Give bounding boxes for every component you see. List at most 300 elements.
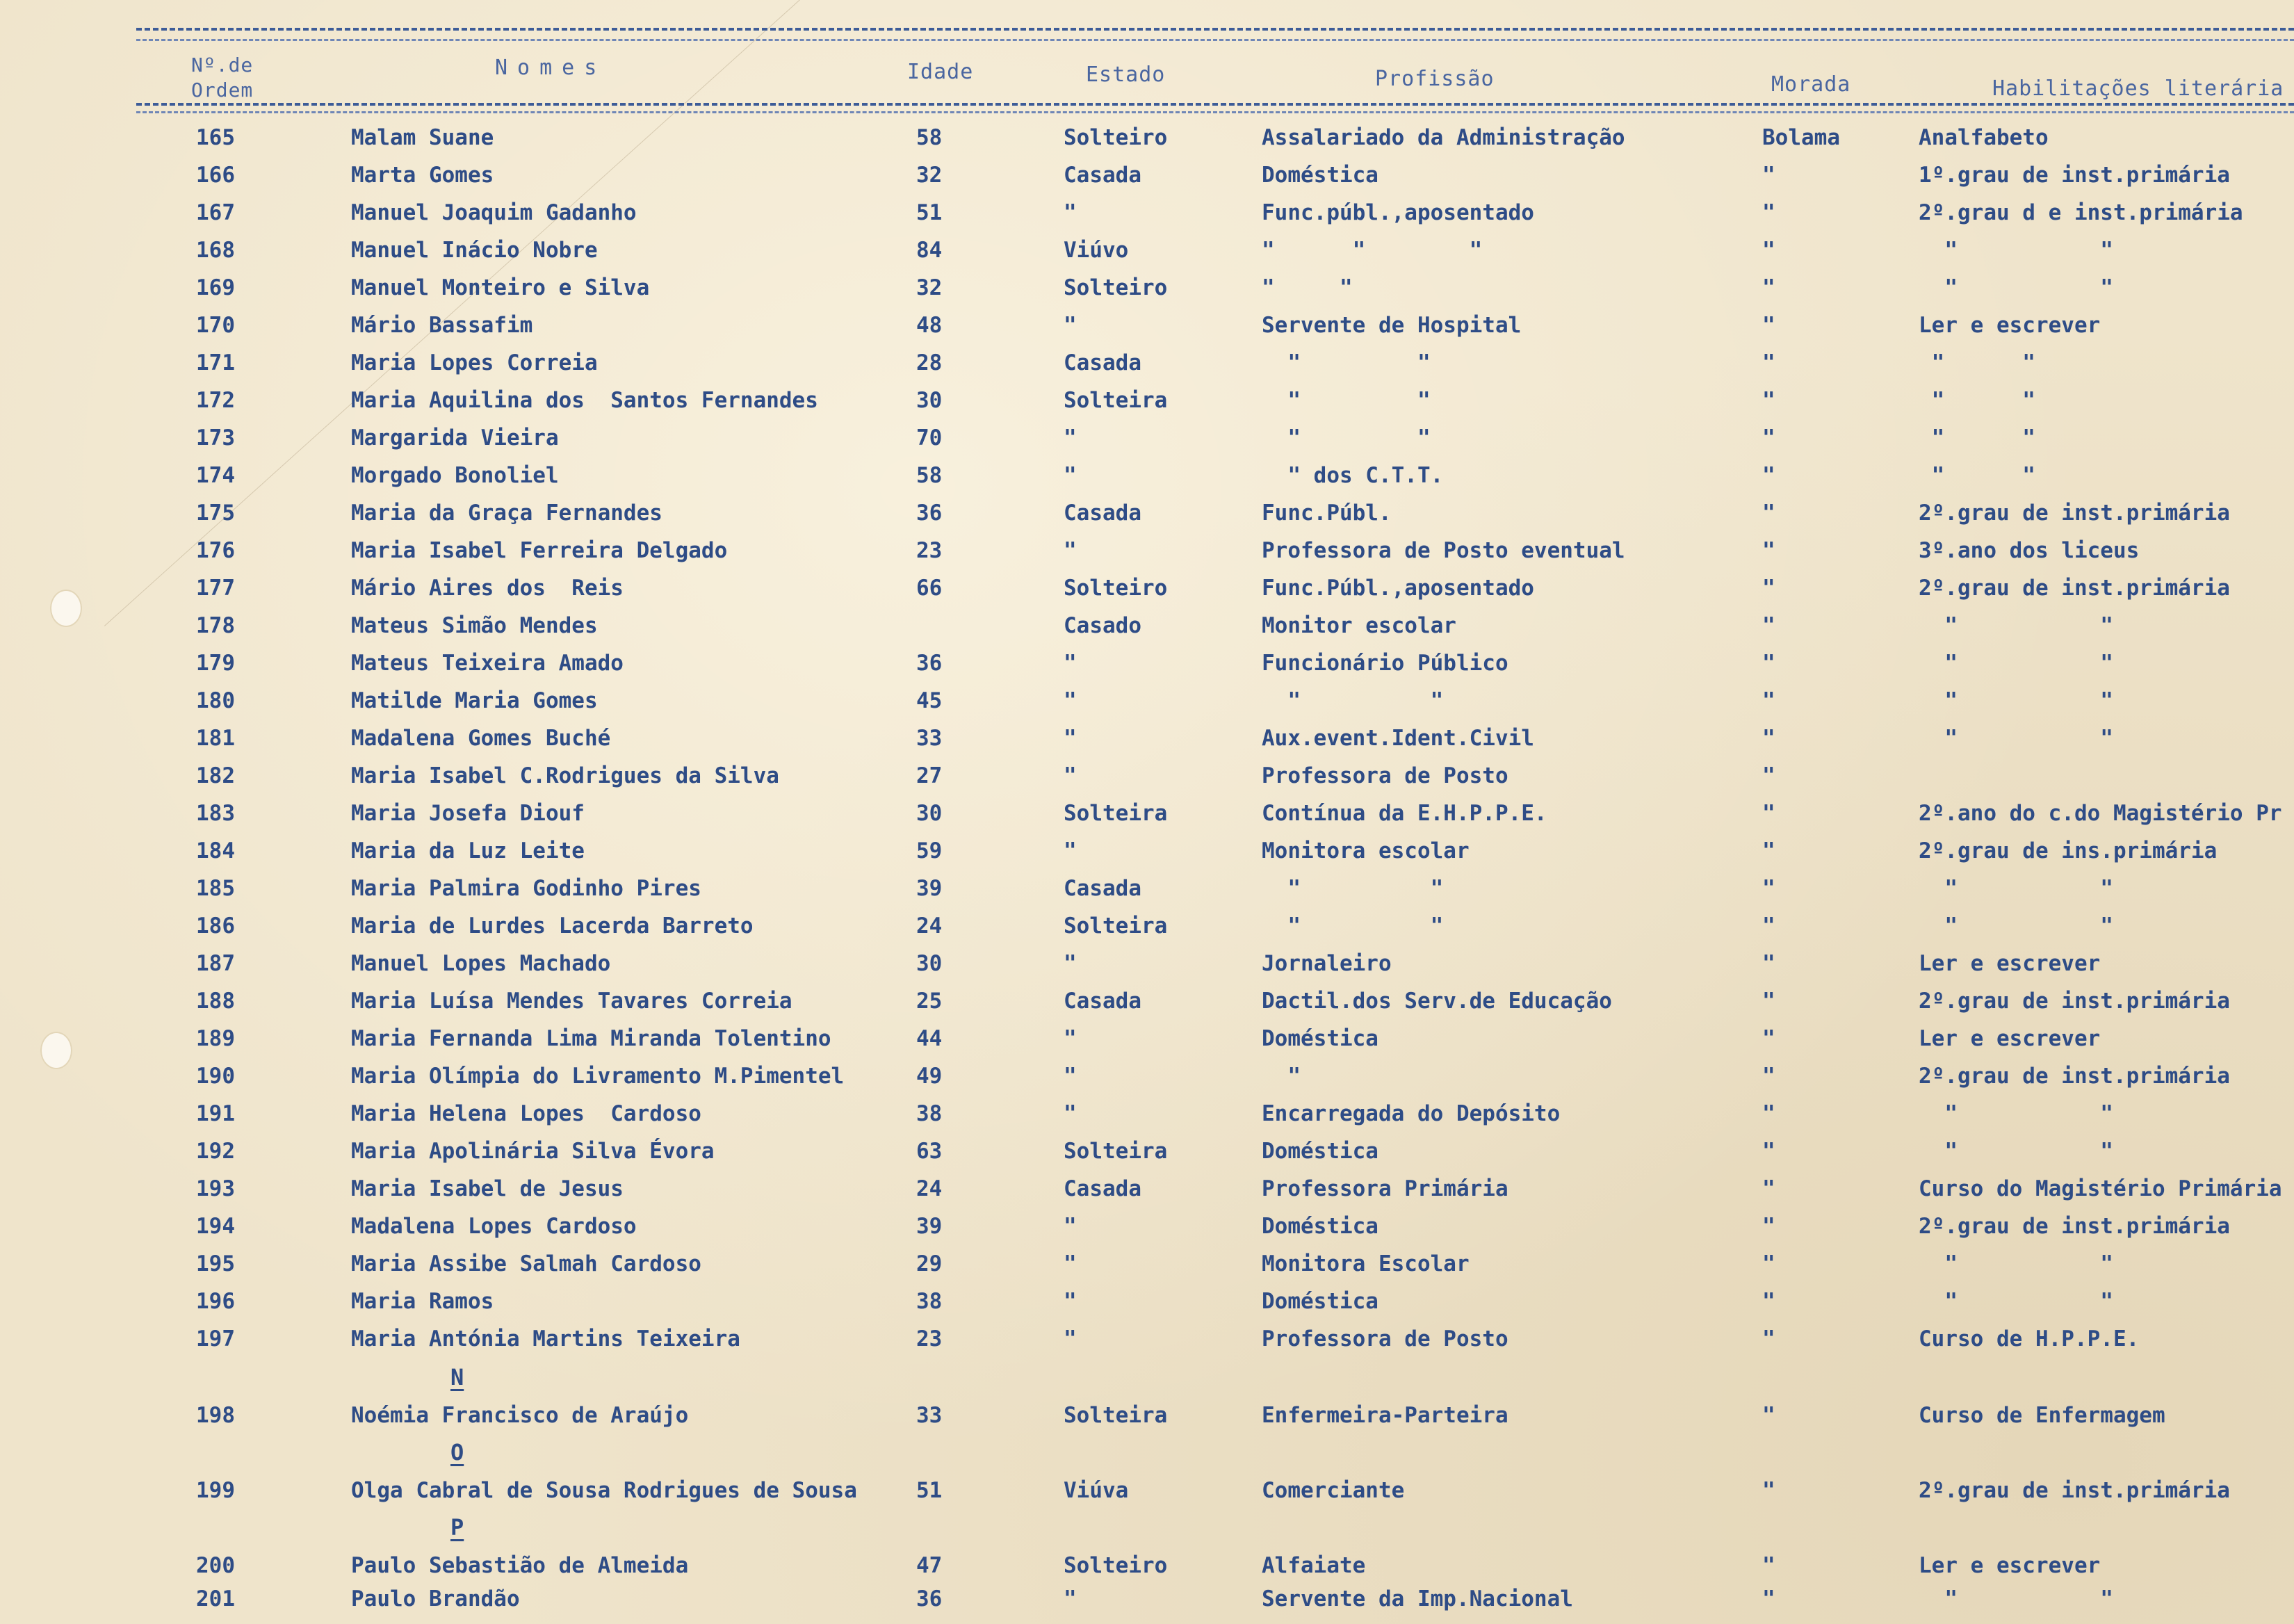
row-name: Manuel Joaquim Gadanho — [351, 200, 637, 225]
row-age: 23 — [916, 538, 943, 563]
row-residence: " — [1762, 388, 1775, 413]
row-qualifications: Ler e escrever — [1919, 1026, 2101, 1051]
row-residence: " — [1762, 1214, 1775, 1239]
table-row — [0, 1176, 2294, 1214]
table-row — [0, 463, 2294, 501]
row-qualifications: " " — [1919, 1586, 2113, 1611]
header-profession: Profissão — [1375, 67, 1495, 91]
row-residence: " — [1762, 1064, 1775, 1089]
row-profession: " " — [1262, 914, 1444, 939]
row-number: 195 — [196, 1251, 235, 1276]
top-rule-secondary — [136, 39, 2294, 41]
row-age: 36 — [916, 651, 943, 676]
row-civil-status: Solteira — [1064, 1139, 1168, 1164]
row-residence: " — [1762, 1326, 1775, 1351]
row-age: 36 — [916, 1586, 943, 1611]
row-profession: " " — [1262, 388, 1431, 413]
row-age: 45 — [916, 688, 943, 713]
row-qualifications: 2º.grau de inst.primária — [1919, 576, 2230, 601]
row-age: 24 — [916, 1176, 943, 1201]
row-residence: " — [1762, 200, 1775, 225]
top-rule — [136, 28, 2294, 31]
row-civil-status: Solteiro — [1064, 1553, 1168, 1578]
row-name: Madalena Gomes Buché — [351, 726, 611, 751]
row-number: 173 — [196, 425, 235, 450]
table-row — [0, 801, 2294, 838]
header-rule — [136, 103, 2294, 106]
table-row — [0, 238, 2294, 275]
row-civil-status: Casada — [1064, 876, 1141, 901]
table-row — [0, 1251, 2294, 1289]
row-residence: " — [1762, 914, 1775, 939]
row-name: Matilde Maria Gomes — [351, 688, 598, 713]
row-profession: Doméstica — [1262, 1214, 1378, 1239]
row-civil-status: Solteira — [1064, 914, 1168, 939]
row-name: Maria Ramos — [351, 1289, 494, 1314]
row-age: 39 — [916, 1214, 943, 1239]
row-profession: Funcionário Público — [1262, 651, 1508, 676]
row-residence: " — [1762, 651, 1775, 676]
row-profession: Professora de Posto — [1262, 1326, 1508, 1351]
row-name: Margarida Vieira — [351, 425, 559, 450]
row-residence: " — [1762, 1026, 1775, 1051]
row-number: 174 — [196, 463, 235, 488]
row-residence: " — [1762, 688, 1775, 713]
row-qualifications: " " — [1919, 726, 2113, 751]
row-name: Mateus Simão Mendes — [351, 613, 598, 638]
row-civil-status: " — [1064, 838, 1077, 863]
row-civil-status: " — [1064, 763, 1077, 788]
row-residence: " — [1762, 1251, 1775, 1276]
row-qualifications: Ler e escrever — [1919, 1553, 2101, 1578]
row-name: Mário Bassafim — [351, 313, 533, 338]
row-name: Maria da Luz Leite — [351, 838, 585, 863]
row-civil-status: Solteiro — [1064, 576, 1168, 601]
row-name: Maria de Lurdes Lacerda Barreto — [351, 914, 754, 939]
row-name: Manuel Monteiro e Silva — [351, 275, 650, 300]
row-number: 182 — [196, 763, 235, 788]
row-age: 29 — [916, 1251, 943, 1276]
row-civil-status: " — [1064, 1214, 1077, 1239]
table-row — [0, 1289, 2294, 1326]
table-row — [0, 1478, 2294, 1516]
section-letter-n: N — [450, 1364, 464, 1390]
row-number: 171 — [196, 350, 235, 375]
row-profession: Servente de Hospital — [1262, 313, 1522, 338]
row-residence: " — [1762, 1176, 1775, 1201]
row-name: Maria Lopes Correia — [351, 350, 598, 375]
table-row — [0, 613, 2294, 651]
row-name: Maria Antónia Martins Teixeira — [351, 1326, 740, 1351]
row-qualifications: Curso do Magistério Primária — [1919, 1176, 2282, 1201]
row-residence: " — [1762, 989, 1775, 1014]
row-qualifications: 2º.grau de inst.primária — [1919, 989, 2230, 1014]
table-row — [0, 275, 2294, 313]
row-qualifications: " " — [1919, 463, 2035, 488]
row-residence: " — [1762, 1553, 1775, 1578]
row-age: 63 — [916, 1139, 943, 1164]
row-profession: " " — [1262, 350, 1431, 375]
row-qualifications: 2º.grau de inst.primária — [1919, 501, 2230, 526]
row-number: 176 — [196, 538, 235, 563]
row-name: Mário Aires dos Reis — [351, 576, 624, 601]
row-number: 175 — [196, 501, 235, 526]
row-name: Marta Gomes — [351, 163, 494, 188]
row-profession: Func.Públ.,aposentado — [1262, 576, 1534, 601]
table-row — [0, 1101, 2294, 1139]
row-number: 166 — [196, 163, 235, 188]
row-age: 49 — [916, 1064, 943, 1089]
row-civil-status: Casada — [1064, 1176, 1141, 1201]
row-residence: " — [1762, 425, 1775, 450]
row-profession: Func.Públ. — [1262, 501, 1392, 526]
row-profession: Contínua da E.H.P.P.E. — [1262, 801, 1547, 826]
row-profession: Encarregada do Depósito — [1262, 1101, 1561, 1126]
row-age: 28 — [916, 350, 943, 375]
row-qualifications: " " — [1919, 876, 2113, 901]
row-name: Olga Cabral de Sousa Rodrigues de Sousa — [351, 1478, 857, 1503]
row-age: 36 — [916, 501, 943, 526]
table-row — [0, 313, 2294, 350]
row-profession: Servente da Imp.Nacional — [1262, 1586, 1573, 1611]
row-civil-status: " — [1064, 463, 1077, 488]
table-row — [0, 1214, 2294, 1251]
row-profession: Doméstica — [1262, 1289, 1378, 1314]
row-qualifications: " " — [1919, 914, 2113, 939]
table-row — [0, 914, 2294, 951]
row-civil-status: Casado — [1064, 613, 1141, 638]
row-profession: Enfermeira-Parteira — [1262, 1403, 1508, 1428]
row-number: 193 — [196, 1176, 235, 1201]
row-civil-status: " — [1064, 313, 1077, 338]
row-qualifications: " " — [1919, 1139, 2113, 1164]
row-civil-status: Casada — [1064, 163, 1141, 188]
row-name: Maria Helena Lopes Cardoso — [351, 1101, 701, 1126]
row-civil-status: Casada — [1064, 989, 1141, 1014]
row-civil-status: " — [1064, 951, 1077, 976]
row-age: 38 — [916, 1101, 943, 1126]
table-row — [0, 125, 2294, 163]
row-name: Maria Isabel Ferreira Delgado — [351, 538, 728, 563]
row-civil-status: " — [1064, 726, 1077, 751]
row-profession: Jornaleiro — [1262, 951, 1392, 976]
table-row — [0, 838, 2294, 876]
table-row — [0, 1553, 2294, 1591]
row-qualifications: " " — [1919, 275, 2113, 300]
row-civil-status: Casada — [1064, 501, 1141, 526]
header-order-line2: Ordem — [191, 79, 254, 102]
header-civil-status: Estado — [1086, 63, 1166, 87]
row-age: 39 — [916, 876, 943, 901]
header-age: Idade — [907, 60, 974, 84]
table-row — [0, 1026, 2294, 1064]
row-qualifications: Curso de H.P.P.E. — [1919, 1326, 2140, 1351]
row-qualifications: 1º.grau de inst.primária — [1919, 163, 2230, 188]
row-residence: " — [1762, 838, 1775, 863]
row-residence: " — [1762, 275, 1775, 300]
row-civil-status: " — [1064, 1289, 1077, 1314]
row-age: 38 — [916, 1289, 943, 1314]
row-name: Paulo Brandão — [351, 1586, 520, 1611]
row-qualifications: " " — [1919, 238, 2113, 263]
row-age: 66 — [916, 576, 943, 601]
row-residence: " — [1762, 876, 1775, 901]
row-age: 70 — [916, 425, 943, 450]
table-row — [0, 576, 2294, 613]
row-profession: Assalariado da Administração — [1262, 125, 1625, 150]
row-age: 24 — [916, 914, 943, 939]
row-residence: " — [1762, 1478, 1775, 1503]
table-row — [0, 688, 2294, 726]
table-row — [0, 876, 2294, 914]
row-age: 27 — [916, 763, 943, 788]
row-civil-status: " — [1064, 1326, 1077, 1351]
row-residence: " — [1762, 1101, 1775, 1126]
row-civil-status: Solteiro — [1064, 275, 1168, 300]
row-name: Maria Isabel de Jesus — [351, 1176, 624, 1201]
row-number: 192 — [196, 1139, 235, 1164]
row-civil-status: " — [1064, 1251, 1077, 1276]
row-profession: " " — [1262, 275, 1353, 300]
row-qualifications: Ler e escrever — [1919, 951, 2101, 976]
header-order — [191, 53, 253, 103]
row-number: 177 — [196, 576, 235, 601]
table-row — [0, 989, 2294, 1026]
row-number: 184 — [196, 838, 235, 863]
row-name: Maria Palmira Godinho Pires — [351, 876, 701, 901]
row-name: Manuel Lopes Machado — [351, 951, 611, 976]
row-residence: " — [1762, 163, 1775, 188]
row-number: 169 — [196, 275, 235, 300]
row-qualifications: 2º.grau de inst.primária — [1919, 1064, 2230, 1089]
row-name: Maria Fernanda Lima Miranda Tolentino — [351, 1026, 831, 1051]
row-qualifications: 2º.grau de inst.primária — [1919, 1214, 2230, 1239]
row-civil-status: Solteira — [1064, 1403, 1168, 1428]
section-letter-o: O — [450, 1439, 464, 1465]
row-age: 33 — [916, 726, 943, 751]
row-number: 188 — [196, 989, 235, 1014]
table-row — [0, 200, 2294, 238]
row-qualifications: " " — [1919, 613, 2113, 638]
row-age: 51 — [916, 1478, 943, 1503]
row-name: Maria Aquilina dos Santos Fernandes — [351, 388, 818, 413]
row-name: Paulo Sebastião de Almeida — [351, 1553, 689, 1578]
row-age: 51 — [916, 200, 943, 225]
row-qualifications: " " — [1919, 1251, 2113, 1276]
row-profession: " " — [1262, 425, 1431, 450]
row-name: Maria Isabel C.Rodrigues da Silva — [351, 763, 779, 788]
row-number: 186 — [196, 914, 235, 939]
row-name: Maria Josefa Diouf — [351, 801, 585, 826]
row-profession: Dactil.dos Serv.de Educação — [1262, 989, 1612, 1014]
row-number: 197 — [196, 1326, 235, 1351]
row-number: 194 — [196, 1214, 235, 1239]
row-age: 23 — [916, 1326, 943, 1351]
row-age: 47 — [916, 1553, 943, 1578]
row-residence: " — [1762, 613, 1775, 638]
row-civil-status: " — [1064, 688, 1077, 713]
row-age: 25 — [916, 989, 943, 1014]
row-residence: " — [1762, 1289, 1775, 1314]
row-profession: Professora de Posto eventual — [1262, 538, 1625, 563]
row-number: 191 — [196, 1101, 235, 1126]
row-number: 165 — [196, 125, 235, 150]
row-residence: " — [1762, 313, 1775, 338]
row-residence: " — [1762, 538, 1775, 563]
row-qualifications: " " — [1919, 388, 2035, 413]
row-residence: " — [1762, 576, 1775, 601]
row-profession: Professora Primária — [1262, 1176, 1508, 1201]
row-number: 187 — [196, 951, 235, 976]
row-number: 196 — [196, 1289, 235, 1314]
row-age: 30 — [916, 951, 943, 976]
row-residence: " — [1762, 501, 1775, 526]
row-number: 198 — [196, 1403, 235, 1428]
row-civil-status: Solteira — [1064, 801, 1168, 826]
header-names: Nomes — [495, 56, 607, 80]
row-civil-status: Solteiro — [1064, 125, 1168, 150]
row-number: 167 — [196, 200, 235, 225]
table-row — [0, 651, 2294, 688]
header-qualifications: Habilitações literária — [1992, 76, 2284, 101]
row-qualifications: Ler e escrever — [1919, 313, 2101, 338]
table-row — [0, 763, 2294, 801]
row-qualifications: 2º.grau de inst.primária — [1919, 1478, 2230, 1503]
row-residence: " — [1762, 951, 1775, 976]
row-civil-status: Viúvo — [1064, 238, 1129, 263]
row-civil-status: Viúva — [1064, 1478, 1129, 1503]
row-residence: " — [1762, 463, 1775, 488]
row-qualifications: " " — [1919, 1101, 2113, 1126]
row-profession: " " " — [1262, 238, 1483, 263]
row-age: 84 — [916, 238, 943, 263]
row-number: 185 — [196, 876, 235, 901]
row-name: Mateus Teixeira Amado — [351, 651, 624, 676]
row-number: 170 — [196, 313, 235, 338]
row-profession: Func.públ.,aposentado — [1262, 200, 1534, 225]
row-age: 30 — [916, 388, 943, 413]
row-civil-status: Casada — [1064, 350, 1141, 375]
table-row — [0, 1403, 2294, 1440]
row-profession: Aux.event.Ident.Civil — [1262, 726, 1534, 751]
table-row — [0, 501, 2294, 538]
row-number: 183 — [196, 801, 235, 826]
row-number: 190 — [196, 1064, 235, 1089]
row-profession: " dos C.T.T. — [1262, 463, 1444, 488]
row-number: 181 — [196, 726, 235, 751]
row-qualifications: Analfabeto — [1919, 125, 2049, 150]
row-civil-status: " — [1064, 200, 1077, 225]
row-residence: Bolama — [1762, 125, 1840, 150]
row-profession: Doméstica — [1262, 1026, 1378, 1051]
row-qualifications: 2º.grau d e inst.primária — [1919, 200, 2243, 225]
row-name: Malam Suane — [351, 125, 494, 150]
row-profession: Doméstica — [1262, 163, 1378, 188]
row-qualifications: " " — [1919, 1289, 2113, 1314]
row-residence: " — [1762, 1586, 1775, 1611]
row-name: Madalena Lopes Cardoso — [351, 1214, 637, 1239]
row-name: Maria Apolinária Silva Évora — [351, 1139, 715, 1164]
row-age: 33 — [916, 1403, 943, 1428]
row-profession: Alfaiate — [1262, 1553, 1366, 1578]
row-name: Morgado Bonoliel — [351, 463, 559, 488]
row-name: Maria Assibe Salmah Cardoso — [351, 1251, 701, 1276]
row-residence: " — [1762, 238, 1775, 263]
row-name: Maria Luísa Mendes Tavares Correia — [351, 989, 792, 1014]
row-age: 32 — [916, 163, 943, 188]
row-number: 201 — [196, 1586, 235, 1611]
row-profession: " " — [1262, 688, 1444, 713]
row-residence: " — [1762, 1139, 1775, 1164]
row-number: 178 — [196, 613, 235, 638]
section-letter-p: P — [450, 1514, 464, 1541]
row-profession: Monitora escolar — [1262, 838, 1470, 863]
row-age: 32 — [916, 275, 943, 300]
table-row — [0, 1586, 2294, 1624]
row-name: Noémia Francisco de Araújo — [351, 1403, 689, 1428]
row-name: Manuel Inácio Nobre — [351, 238, 598, 263]
row-residence: " — [1762, 1403, 1775, 1428]
row-qualifications: " " — [1919, 688, 2113, 713]
row-civil-status: " — [1064, 1101, 1077, 1126]
table-row — [0, 350, 2294, 388]
row-age: 44 — [916, 1026, 943, 1051]
row-civil-status: " — [1064, 425, 1077, 450]
table-row — [0, 1064, 2294, 1101]
row-number: 199 — [196, 1478, 235, 1503]
row-name: Maria Olímpia do Livramento M.Pimentel — [351, 1064, 845, 1089]
row-age: 48 — [916, 313, 943, 338]
row-number: 172 — [196, 388, 235, 413]
table-row — [0, 163, 2294, 200]
table-row — [0, 1139, 2294, 1176]
row-profession: " — [1262, 1064, 1301, 1089]
row-profession: Doméstica — [1262, 1139, 1378, 1164]
row-civil-status: " — [1064, 1026, 1077, 1051]
table-row — [0, 538, 2294, 576]
row-civil-status: " — [1064, 1064, 1077, 1089]
row-age: 59 — [916, 838, 943, 863]
row-age: 30 — [916, 801, 943, 826]
row-number: 189 — [196, 1026, 235, 1051]
row-qualifications: " " — [1919, 350, 2035, 375]
row-civil-status: " — [1064, 651, 1077, 676]
table-row — [0, 726, 2294, 763]
row-profession: Professora de Posto — [1262, 763, 1508, 788]
row-qualifications: 2º.grau de ins.primária — [1919, 838, 2218, 863]
table-row — [0, 388, 2294, 425]
row-civil-status: " — [1064, 538, 1077, 563]
header-residence: Morada — [1771, 72, 1851, 97]
row-qualifications: 2º.ano do c.do Magistério Pr — [1919, 801, 2282, 826]
row-number: 180 — [196, 688, 235, 713]
table-row — [0, 425, 2294, 463]
header-rule-secondary — [136, 111, 2294, 113]
row-profession: " " — [1262, 876, 1444, 901]
row-name: Maria da Graça Fernandes — [351, 501, 662, 526]
row-number: 168 — [196, 238, 235, 263]
table-row — [0, 951, 2294, 989]
row-qualifications: 3º.ano dos liceus — [1919, 538, 2140, 563]
row-residence: " — [1762, 801, 1775, 826]
row-residence: " — [1762, 350, 1775, 375]
row-age: 58 — [916, 463, 943, 488]
row-residence: " — [1762, 726, 1775, 751]
header-order-line1: Nº.de — [191, 54, 254, 76]
row-profession: Monitor escolar — [1262, 613, 1456, 638]
row-qualifications: " " — [1919, 425, 2035, 450]
row-civil-status: Solteira — [1064, 388, 1168, 413]
